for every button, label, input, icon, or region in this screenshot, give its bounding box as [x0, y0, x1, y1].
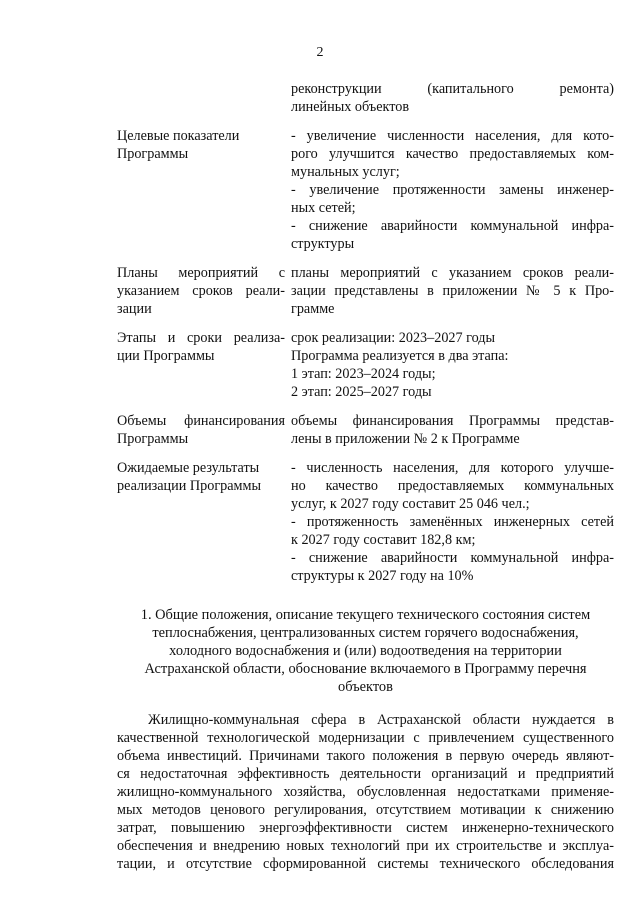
row-value-line: 2 этап: 2025–2027 годы	[291, 384, 432, 400]
row-value-line: но качество предоставляемых коммунальных	[291, 478, 614, 494]
row-value-line: - снижение аварийности коммунальной инфра-	[291, 218, 614, 234]
table-continuation-line: линейных объектов	[291, 99, 410, 115]
row-value-line: грамме	[291, 301, 335, 317]
row-label-line: Планы мероприятий с	[117, 265, 285, 281]
body-line: ся недостаточная эффективность деятельности организаций и предприятий	[117, 766, 614, 782]
row-value-line: рого улучшится качество предоставляемых ком-	[291, 146, 614, 162]
body-line: качественной технологической модернизации с привлечением существенного	[117, 730, 614, 746]
row-label-line: ции Программы	[117, 348, 215, 364]
row-value-line: - снижение аварийности коммунальной инфра-	[291, 550, 614, 566]
table-continuation-line: реконструкции (капитального ремонта)	[291, 81, 614, 97]
section-heading-line: Астраханской области, обоснование включаемого в Программу перечня	[144, 661, 587, 677]
section-heading-line: теплоснабжения, централизованных систем горячего водоснабжения,	[152, 625, 579, 641]
row-value-line: зации представлены в приложении № 5 к Про-	[291, 283, 614, 299]
row-value-line: структуры	[291, 236, 355, 252]
row-value-line: - увеличение численности населения, для кото-	[291, 128, 614, 144]
row-value-line: ных сетей;	[291, 200, 356, 216]
row-value-line: структуры к 2027 году на 10%	[291, 568, 474, 584]
row-value-line: Программа реализуется в два этапа:	[291, 348, 509, 364]
page-number: 2	[316, 45, 324, 60]
row-label-line: Целевые показатели	[117, 128, 240, 144]
row-label-line: реализации Программы	[117, 478, 262, 494]
body-line: обеспечения и внедрению новых технологий при их строительстве и эксплуа-	[117, 838, 614, 854]
body-line: затрат, повышению энергоэффективности систем инженерно-технического	[117, 820, 614, 836]
row-label-line: Программы	[117, 431, 189, 447]
row-label-line: Объемы финансирования	[117, 413, 285, 429]
row-value-line: - увеличение протяженности замены инженер-	[291, 182, 614, 198]
row-value-line: объемы финансирования Программы представ-	[291, 413, 614, 429]
body-line: тации, и отсутствие сформированной системы технического обследования	[117, 856, 614, 872]
body-line: объема инвестиций. Причинами такого положения в первую очередь являют-	[117, 748, 614, 764]
row-value-line: планы мероприятий с указанием сроков реали-	[291, 265, 614, 281]
section-heading-line: 1. Общие положения, описание текущего технического состояния систем	[140, 607, 591, 623]
row-label-line: Этапы и сроки реализа-	[117, 330, 285, 346]
row-value-line: лены в приложении № 2 к Программе	[291, 431, 520, 447]
body-line: Жилищно-коммунальная сфера в Астраханской области нуждается в	[148, 712, 614, 728]
row-value-line: - численность населения, для которого улучше-	[291, 460, 614, 476]
row-value-line: к 2027 году составит 182,8 км;	[291, 532, 476, 548]
row-label-line: Программы	[117, 146, 189, 162]
row-value-line: срок реализации: 2023–2027 годы	[291, 330, 496, 346]
body-line: мых методов ценового регулирования, отсутствием мотивации к снижению	[117, 802, 614, 818]
row-label-line: Ожидаемые результаты	[117, 460, 260, 476]
section-heading-line: объектов	[338, 679, 393, 695]
row-value-line: мунальных услуг;	[291, 164, 400, 180]
row-label-line: зации	[117, 301, 152, 317]
row-value-line: услуг, к 2027 году составит 25 046 чел.;	[291, 496, 530, 512]
row-label-line: указанием сроков реали-	[117, 283, 285, 299]
row-value-line: - протяженность заменённых инженерных сетей	[291, 514, 614, 530]
body-line: жилищно-коммунального хозяйства, обусловленная недостатками применяе-	[117, 784, 614, 800]
section-heading-line: холодного водоснабжения и (или) водоотведения на территории	[169, 643, 562, 659]
row-value-line: 1 этап: 2023–2024 годы;	[291, 366, 436, 382]
